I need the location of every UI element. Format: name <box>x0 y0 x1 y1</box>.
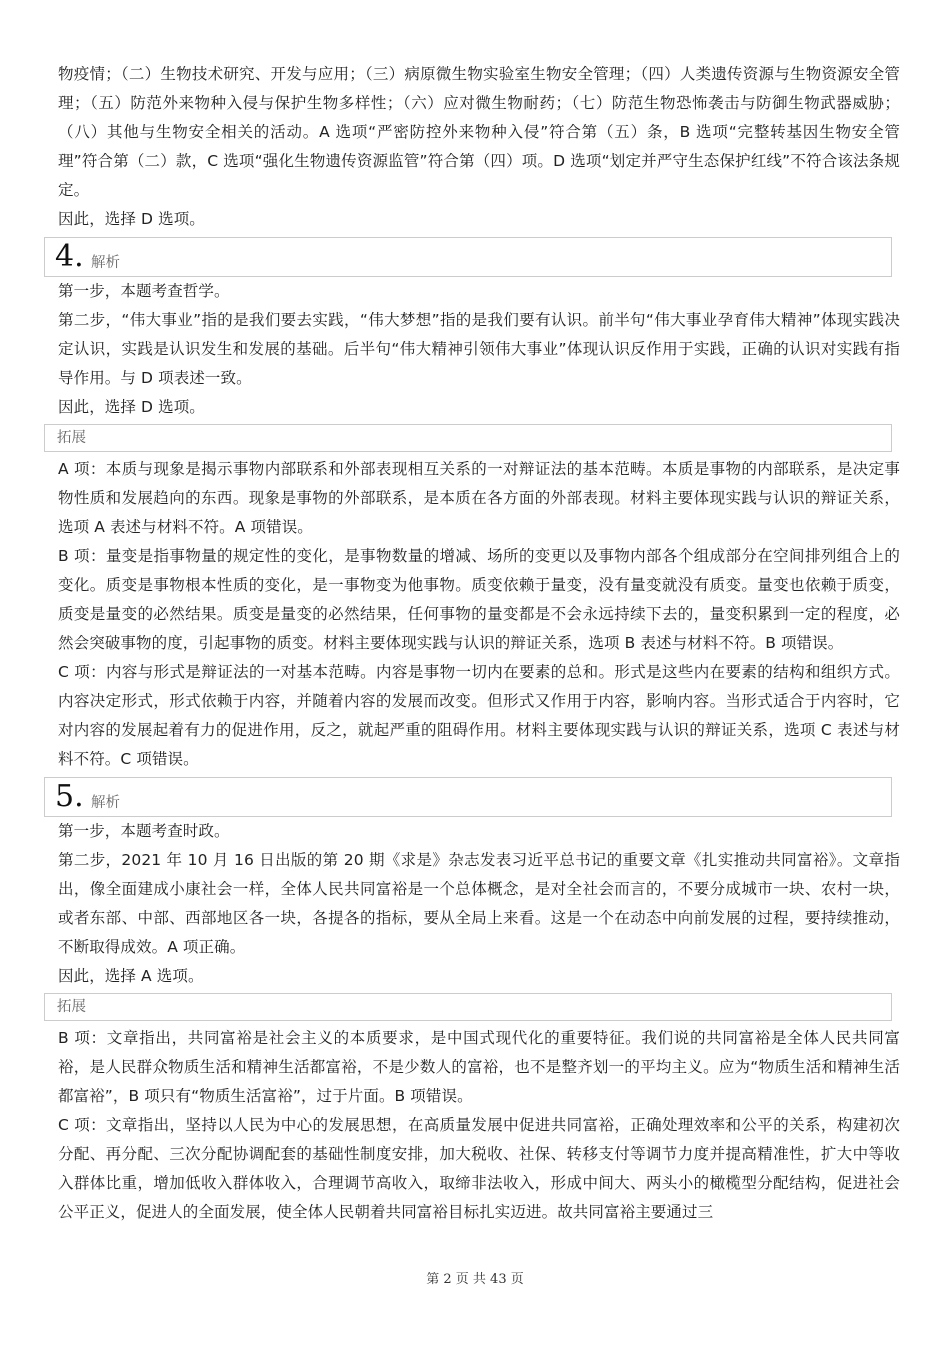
paragraph: C 项：文章指出，坚持以人民为中心的发展思想，在高质量发展中促进共同富裕，正确处理效率和公平的关系，构建初次分配、再分配、三次分配协调配套的基础性制度安排，加大税收、社保、转移支付等调节力度并提高精准性，扩大中等收入群体比重，增加低收入群体收入，合理调节高收入，取缔非法收入，形成中间大、两头小的橄榄型分配结构，促进社会公平正义，促进人的全面发展，使全体人民朝着共同富裕目标扎实迈进。故共同富裕主要通过三 <box>58 1116 900 1221</box>
paragraph: 第一步，本题考查时政。 <box>58 822 230 840</box>
paragraph: B 项：文章指出，共同富裕是社会主义的本质要求，是中国式现代化的重要特征。我们说的共同富裕是全体人民共同富裕，是人民群众物质生活和精神生活都富裕，不是少数人的富裕，也不是整齐划一的平均主义。应为“物质生活和精神生活都富裕”，B 项只有“物质生活富裕”，过于片面。B 项错误。 <box>58 1029 900 1105</box>
page-footer: 第 2 页 共 43 页 <box>426 1272 524 1287</box>
extension-header <box>44 993 892 1021</box>
paragraph: 第一步，本题考查哲学。 <box>58 282 230 300</box>
question-number: 5. <box>55 779 84 814</box>
question-number: 4. <box>55 239 84 274</box>
extension-header <box>44 424 892 452</box>
paragraph: B 项：量变是指事物量的规定性的变化，是事物数量的增减、场所的变更以及事物内部各个组成部分在空间排列组合上的变化。质变是事物根本性质的变化，是一事物变为他事物。质变依赖于量变，没有量变就没有质变。量变也依赖于质变，质变是量变的必然结果。质变是量变的必然结果，任何事物的量变都是不会永远持续下去的，量变积累到一定的程度，必然会突破事物的度，引起事物的质变。材料主要体现实践与认识的辩证关系，选项 B 表述与材料不符。B 项错误。 <box>58 547 900 652</box>
question-5-header <box>44 777 892 817</box>
paragraph: 第二步，2021 年 10 月 16 日出版的第 20 期《求是》杂志发表习近平总书记的重要文章《扎实推动共同富裕》。文章指出，像全面建成小康社会一样，全体人民共同富裕是一个总体概念，是对全社会而言的，不要分成城市一块、农村一块，或者东部、中部、西部地区各一块，各提各的指标，要从全局上来看。这是一个在动态中向前发展的过程，要持续推动，不断取得成效。A 项正确。 <box>58 851 900 956</box>
question-4-header <box>44 237 892 277</box>
paragraph: A 项：本质与现象是揭示事物内部联系和外部表现相互关系的一对辩证法的基本范畴。本质是事物的内部联系，是决定事物性质和发展趋向的东西。现象是事物的外部联系，是本质在各方面的外部表现。材料主要体现实践与认识的辩证关系，选项 A 表述与材料不符。A 项错误。 <box>58 460 900 536</box>
paragraph: 因此，选择 D 选项。 <box>58 210 205 228</box>
paragraph: 第二步，“伟大事业”指的是我们要去实践，“伟大梦想”指的是我们要有认识。前半句“伟大事业孕育伟大精神”体现实践决定认识，实践是认识发生和发展的基础。后半句“伟大精神引领伟大事业”体现认识反作用于实践，正确的认识对实践有指导作用。与 D 项表述一致。 <box>58 311 900 387</box>
paragraph: 物疫情；（二）生物技术研究、开发与应用；（三）病原微生物实验室生物安全管理；（四）人类遗传资源与生物资源安全管理；（五）防范外来物种入侵与保护生物多样性；（六）应对微生物耐药；（七）防范生物恐怖袭击与防御生物武器威胁；（八）其他与生物安全相关的活动。A 选项“严密防控外来物种入侵”符合第（五）条，B 选项“完整转基因生物安全管理”符合第（二）款，C 选项“强化生物遗传资源监管”符合第（四）项。D 选项“划定并严守生态保护红线”不符合该法条规定。 <box>58 65 900 199</box>
paragraph: C 项：内容与形式是辩证法的一对基本范畴。内容是事物一切内在要素的总和。形式是这些内在要素的结构和组织方式。内容决定形式，形式依赖于内容，并随着内容的发展而改变。但形式又作用于内容，影响内容。当形式适合于内容时，它对内容的发展起着有力的促进作用，反之，就起严重的阻碍作用。材料主要体现实践与认识的辩证关系，选项 C 表述与材料不符。C 项错误。 <box>58 663 900 768</box>
analysis-label: 解析 <box>91 795 120 811</box>
extension-label: 拓展 <box>57 430 86 446</box>
paragraph: 因此，选择 D 选项。 <box>58 398 205 416</box>
analysis-label: 解析 <box>91 255 120 271</box>
extension-label: 拓展 <box>57 999 86 1015</box>
paragraph: 因此，选择 A 选项。 <box>58 967 204 985</box>
page-content <box>55 60 900 1227</box>
